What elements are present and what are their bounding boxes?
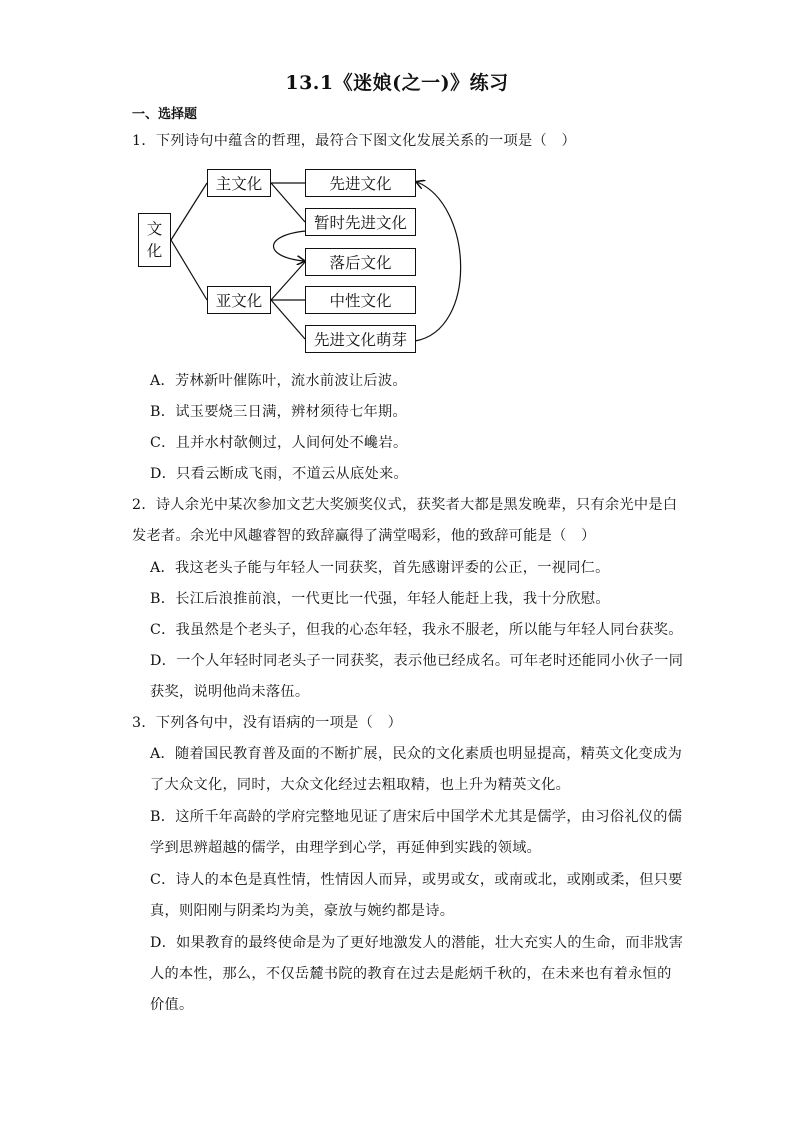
culture-diagram (138, 165, 468, 355)
q2-option-a: A．我这老头子能与年轻人一同获奖，首先感谢评委的公正，一视同仁。 (150, 560, 610, 576)
culture-root-box (138, 213, 171, 267)
advanced-culture-box: 先进文化 (305, 169, 416, 197)
q3-option-b-line-1: B．这所千年高龄的学府完整地见证了唐宋后中国学术尤其是儒学，由习俗礼仪的儒 (150, 809, 683, 825)
q3-option-a-line-1: A．随着国民教育普及面的不断扩展，民众的文化素质也明显提高，精英文化变成为 (150, 746, 683, 762)
root-char-2: 化 (146, 242, 163, 260)
q3-option-b-line-2: 学到思辨超越的儒学，由理学到心学，再延伸到实践的领域。 (150, 840, 542, 856)
sub-culture-box: 亚文化 (207, 286, 271, 314)
q2-option-d-line-2: 获奖，说明他尚未落伍。 (150, 684, 310, 700)
backward-culture-box: 落后文化 (305, 248, 416, 276)
q1-option-c: C．且并水村欹侧过，人间何处不巉岩。 (150, 435, 408, 451)
q3-option-d-line-1: D．如果教育的最终使命是为了更好地激发人的潜能，壮大充实人的生命，而非戕害 (150, 935, 684, 951)
question-2-stem-line-2: 发老者。余光中风趣睿智的致辞赢得了满堂喝彩，他的致辞可能是（ ） (132, 528, 596, 544)
question-3-stem: 3．下列各句中，没有语病的一项是（ ） (132, 715, 403, 731)
temporary-advanced-culture-box: 暂时先进文化 (305, 208, 416, 236)
main-culture-box: 主文化 (207, 169, 271, 197)
q3-option-c-line-2: 真，则阳刚与阴柔均为美，豪放与婉约都是诗。 (150, 903, 455, 919)
q3-option-c-line-1: C．诗人的本色是真性情，性情因人而异，或男或女，或南或北，或刚或柔，但只要 (150, 872, 683, 888)
section-heading: 一、选择题 (132, 107, 198, 122)
q3-option-d-line-2: 人的本性，那么，不仅岳麓书院的教育在过去是彪炳千秋的，在未来也有着永恒的 (150, 966, 672, 982)
q2-option-c: C．我虽然是个老头子，但我的心态年轻，我永不服老，所以能与年轻人同台获奖。 (150, 622, 683, 638)
q2-option-b: B．长江后浪推前浪，一代更比一代强，年轻人能赶上我，我十分欣慰。 (150, 591, 610, 607)
q3-option-a-line-2: 了大众文化，同时，大众文化经过去粗取精，也上升为精英文化。 (150, 777, 571, 793)
question-2-stem-line-1: 2．诗人余光中某次参加文艺大奖颁奖仪式，获奖者大都是黑发晚辈，只有余光中是白 (132, 497, 678, 513)
q1-option-b: B．试玉要烧三日满，辨材须待七年期。 (150, 404, 408, 420)
neutral-culture-box: 中性文化 (305, 286, 416, 314)
q1-option-a: A．芳林新叶催陈叶，流水前波让后波。 (150, 373, 407, 389)
page-title: 13.1《迷娘(之一)》练习 (285, 72, 509, 94)
q2-option-d-line-1: D．一个人年轻时同老头子一同获奖，表示他已经成名。可年老时还能同小伙子一同 (150, 653, 684, 669)
question-1-stem: 1．下列诗句中蕴含的哲理，最符合下图文化发展关系的一项是（ ） (132, 133, 576, 149)
diagram-connectors (138, 165, 468, 355)
root-char-1: 文 (146, 220, 163, 238)
q3-option-d-line-3: 价值。 (150, 997, 194, 1013)
emerging-advanced-culture-box: 先进文化萌芽 (305, 325, 416, 353)
q1-option-d: D．只看云断成飞雨，不道云从底处来。 (150, 466, 408, 482)
